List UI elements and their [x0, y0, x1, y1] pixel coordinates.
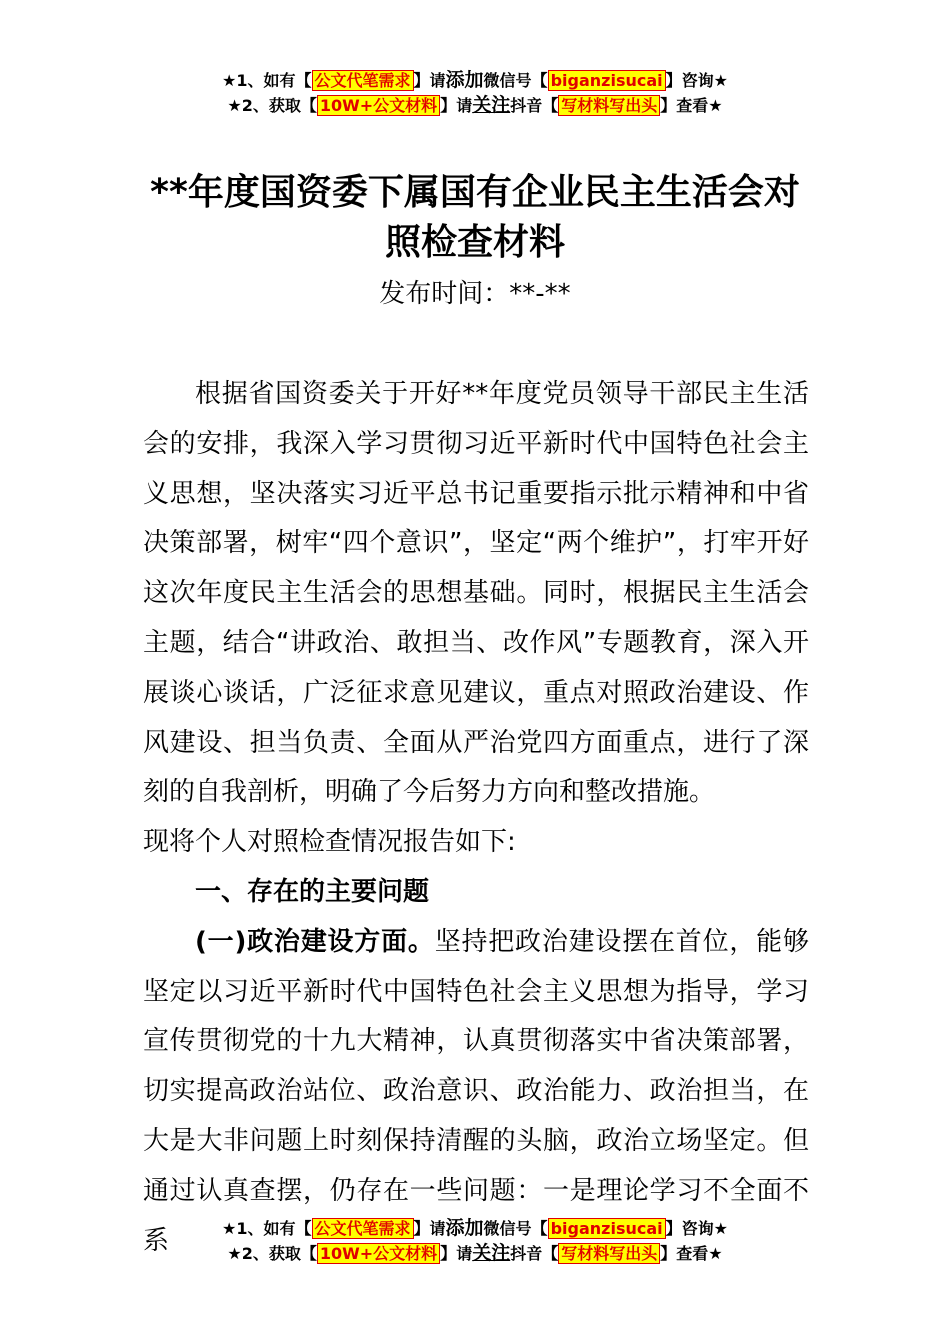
document-title: **年度国资委下属国有企业民主生活会对照检查材料: [150, 172, 800, 263]
banner-line-2: ★2、获取【 10W+公文材料 】请关注抖音【 写材料写出头 】查看★: [227, 1242, 723, 1264]
highlight-wechat-id: biganzisucai: [548, 1218, 666, 1239]
banner-line-1: ★1、如有【 公文代笔需求 】请添加微信号【 biganzisucai 】咨询★: [222, 69, 728, 91]
highlight-service: 公文代笔需求: [312, 70, 414, 91]
banner-line-1: ★1、如有【 公文代笔需求 】请添加微信号【 biganzisucai 】咨询★: [222, 1217, 728, 1239]
footer-banner: [0, 1216, 950, 1266]
document-body: [143, 370, 809, 1266]
highlight-wechat-id: biganzisucai: [548, 70, 666, 91]
highlight-materials: 10W+公文材料: [317, 1243, 440, 1264]
paragraph-report-intro: 现将个人对照检查情况报告如下:: [143, 827, 516, 858]
highlight-douyin-id: 写材料写出头: [558, 95, 660, 116]
paragraph-political: (一)政治建设方面。坚持把政治建设摆在首位，能够坚定以习近平新时代中国特色社会主义思想为指导，学习宣传贯彻党的十九大精神，认真贯彻落实中省决策部署，切实提高政治站位、政治意识、政治能力、政治担当，在大是大非问题上时刻保持清醒的头脑，政治立场坚定。但通过认真查摆，仍存在一些问题：一是理论学习不全面不系: [143, 926, 809, 1256]
section-heading: 一、存在的主要问题: [195, 876, 430, 907]
header-banner: [0, 68, 950, 118]
highlight-douyin-id: 写材料写出头: [558, 1243, 660, 1264]
highlight-service: 公文代笔需求: [312, 1218, 414, 1239]
publish-date: 发布时间：**-**: [379, 279, 571, 309]
banner-line-2: ★2、获取【 10W+公文材料 】请关注抖音【 写材料写出头 】查看★: [227, 94, 723, 116]
highlight-materials: 10W+公文材料: [317, 95, 440, 116]
subsection-heading: (一)政治建设方面。: [195, 926, 435, 957]
paragraph-intro: 根据省国资委关于开好**年度党员领导干部民主生活会的安排，我深入学习贯彻习近平新时代中国特色社会主义思想，坚决落实习近平总书记重要指示批示精神和中省决策部署，树牢“四个意识”，坚定“两个维护”，打牢开好这次年度民主生活会的思想基础。同时，根据民主生活会主题，结合“讲政治、敢担当、改作风”专题教育，深入开展谈心谈话，广泛征求意见建议，重点对照政治建设、作风建设、担当负责、全面从严治党四方面重点，进行了深刻的自我剖析，明确了今后努力方向和整改措施。: [143, 379, 809, 808]
